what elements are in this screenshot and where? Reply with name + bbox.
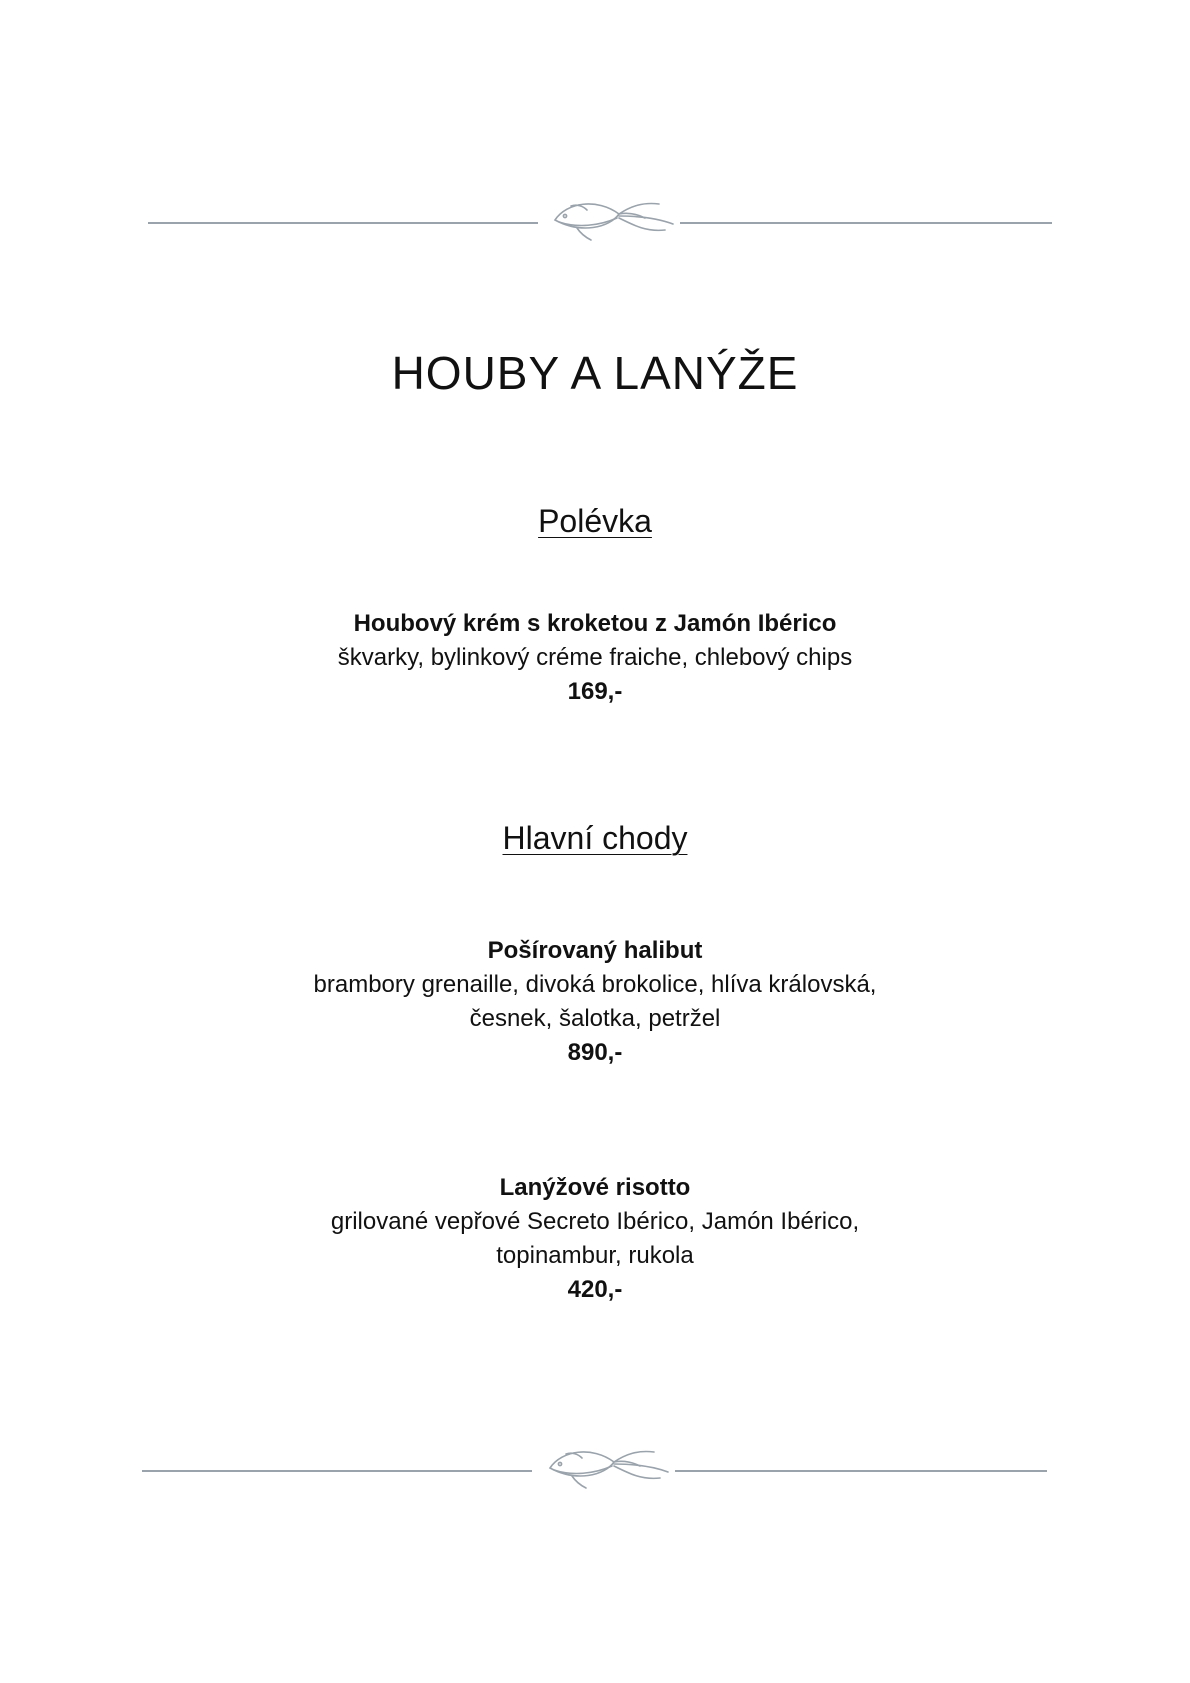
dish-price: 890,-: [567, 1039, 623, 1066]
divider-line-right: [675, 1470, 1047, 1472]
dish-description: grilované vepřové Secreto Ibérico, Jamón Ibérico, topinambur, rukola: [330, 1208, 860, 1269]
bottom-divider: [0, 1440, 1190, 1500]
menu-item: [0, 934, 1190, 1070]
divider-line-left: [142, 1470, 532, 1472]
fish-icon: [542, 1440, 672, 1500]
dish-description: brambory grenaille, divoká brokolice, hlíva královská, česnek, šalotka, petržel: [313, 971, 877, 1032]
divider-line-right: [680, 222, 1052, 224]
dish-price: 420,-: [567, 1276, 623, 1303]
menu-item: [0, 607, 1190, 709]
dish-name: Houbový krém s kroketou z Jamón Ibérico: [353, 610, 837, 637]
dish-name: Lanýžové risotto: [499, 1174, 691, 1201]
fish-icon: [547, 192, 677, 252]
section-heading-polevka: Polévka: [538, 503, 652, 539]
top-divider: [0, 192, 1190, 252]
divider-line-left: [148, 222, 538, 224]
dish-price: 169,-: [567, 678, 623, 705]
page-title: HOUBY A LANÝŽE: [391, 347, 799, 399]
dish-name: Pošírovaný halibut: [487, 937, 703, 964]
menu-item: [0, 1171, 1190, 1307]
dish-description: škvarky, bylinkový créme fraiche, chlebový chips: [337, 644, 853, 671]
section-heading-hlavni-chody: Hlavní chody: [502, 820, 688, 856]
